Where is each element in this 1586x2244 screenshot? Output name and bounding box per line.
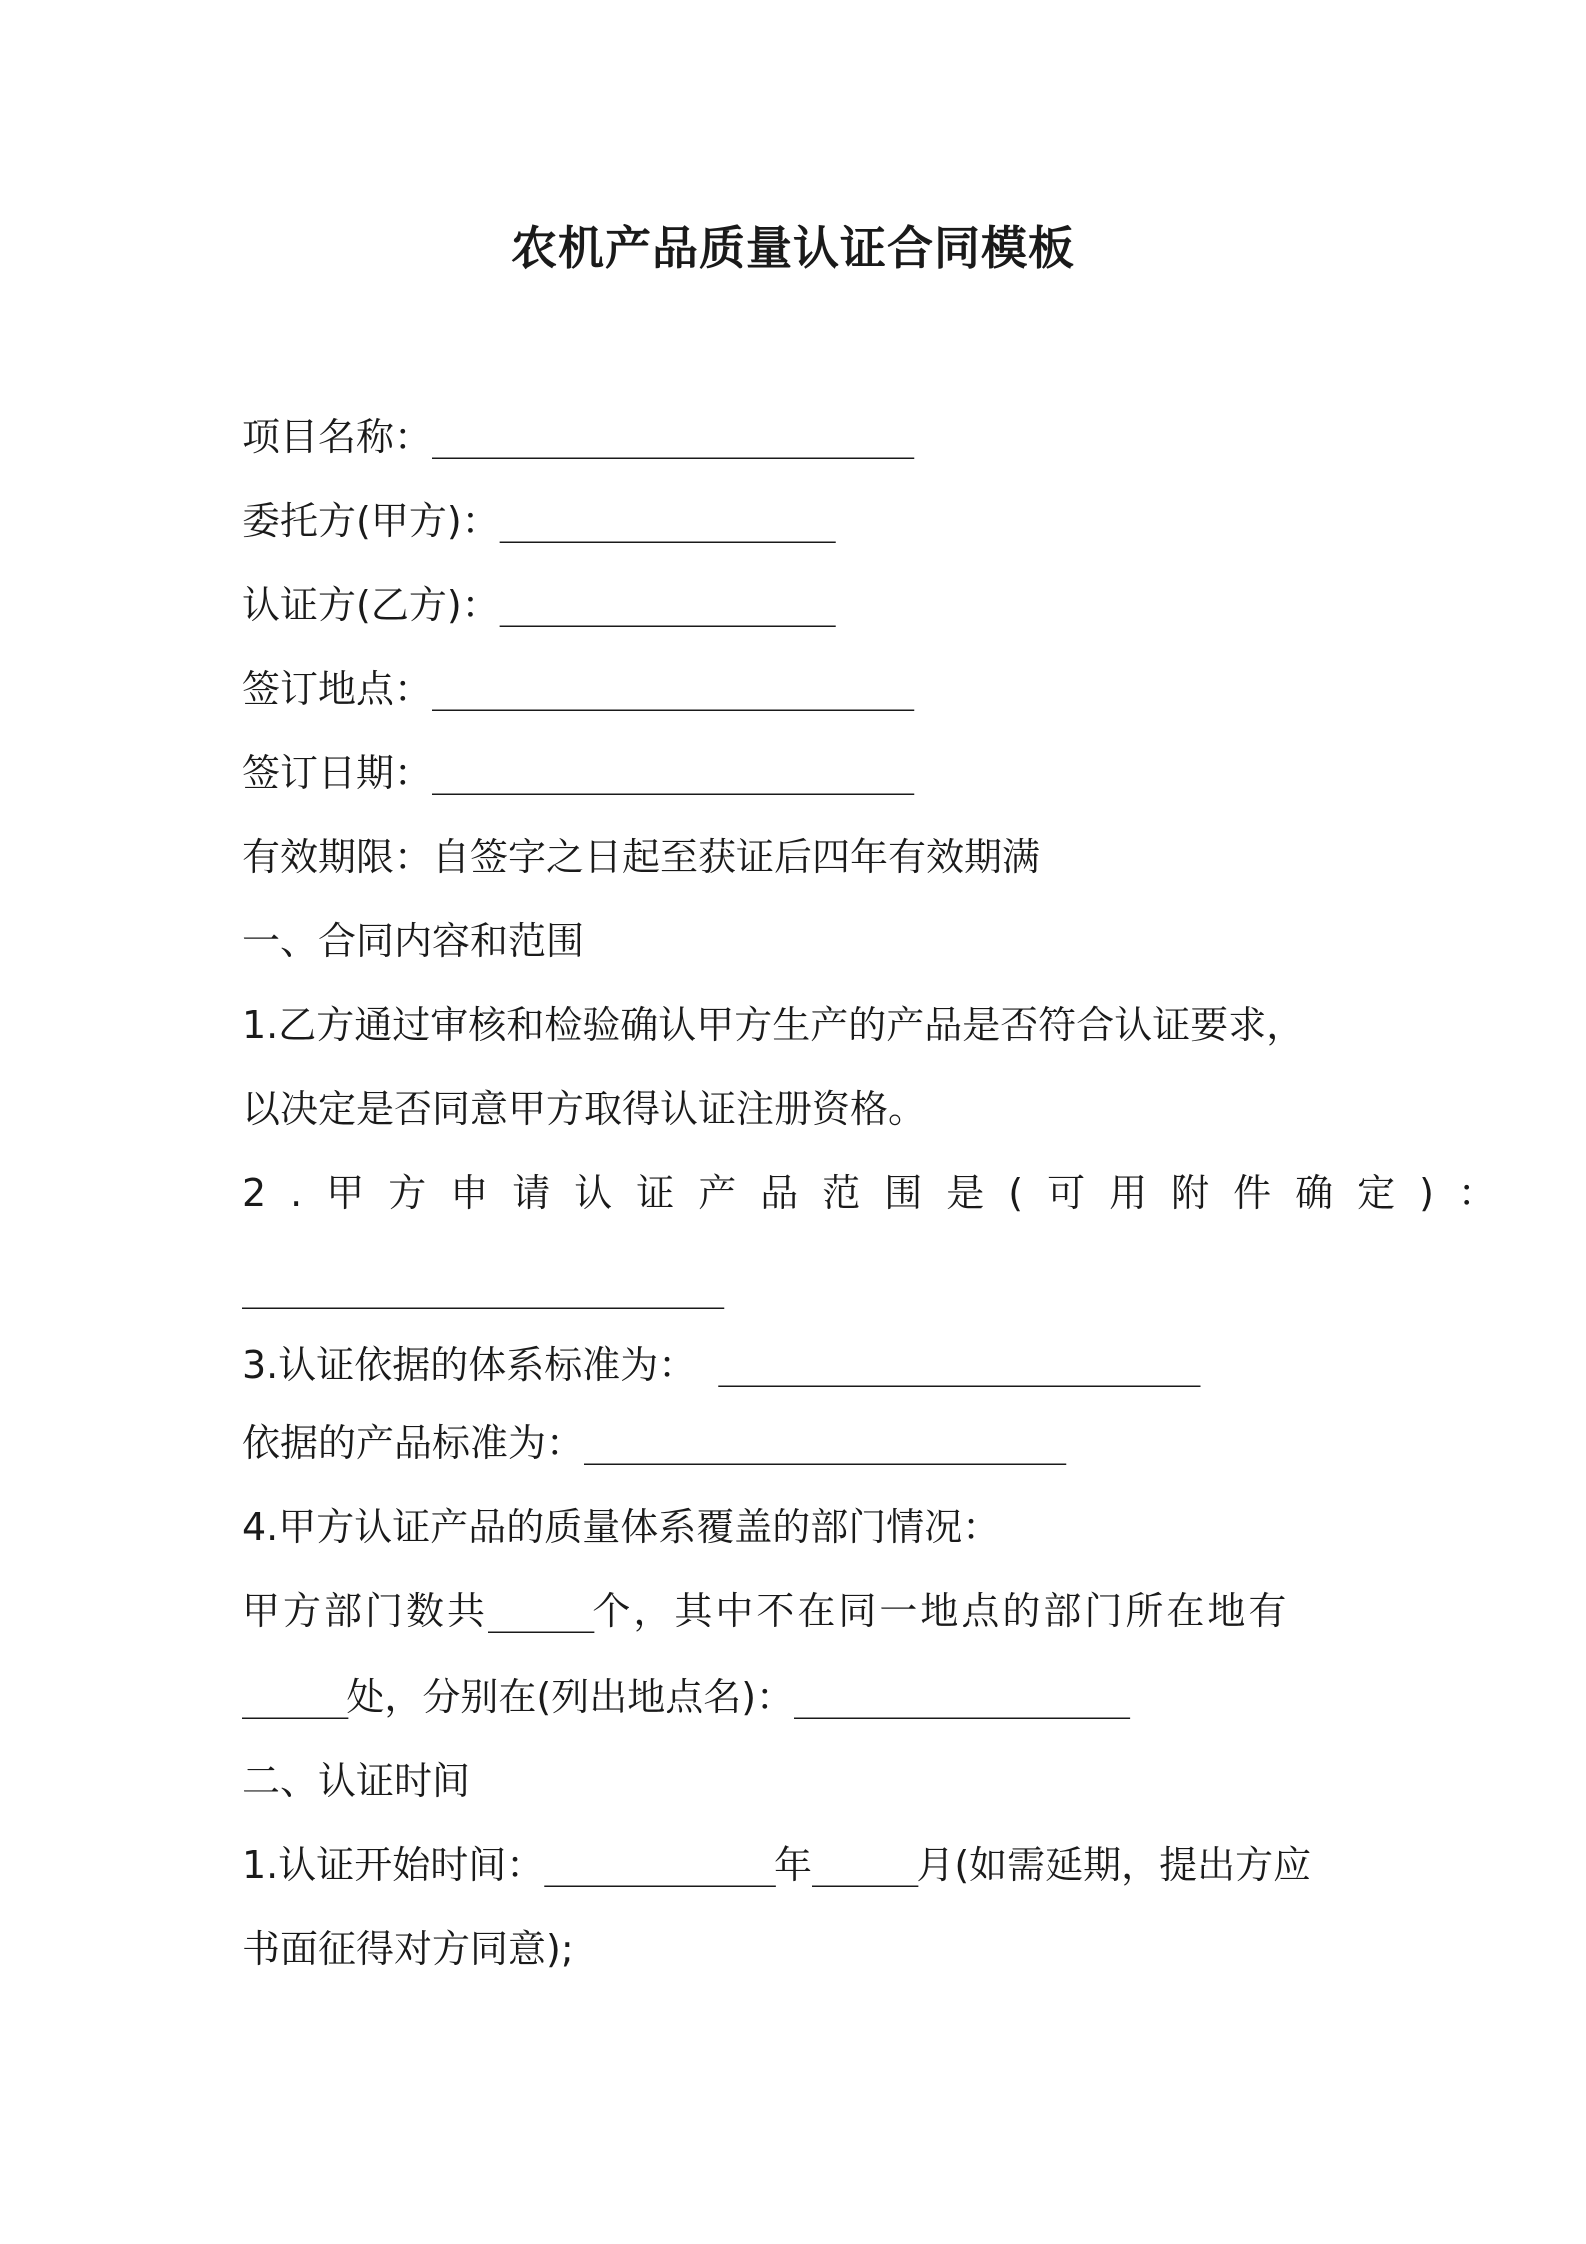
s2-item1-month-text: 月(如需延期，提出方应 [916, 1843, 1312, 1887]
section1-heading: 一、合同内容和范围 [242, 919, 585, 963]
section1-item1-line2: 以决定是否同意甲方取得认证注册资格。 [242, 1087, 927, 1131]
s2-item1-blank-month: _____ [811, 1843, 917, 1887]
s2-item1-label: 1.认证开始时间： [242, 1843, 545, 1887]
section1-item4-line1: 4.甲方认证产品的质量体系覆盖的部门情况： [242, 1505, 1001, 1549]
document-title: 农机产品质量认证合同模板 [511, 221, 1075, 275]
validity-value: 自签字之日起至获证后四年有效期满 [432, 835, 1041, 879]
section1-item3 [242, 1340, 1198, 1390]
section1-item2-line1: 2.甲方申请认证产品范围是(可用附件确定)： [242, 1171, 1520, 1215]
item4-line3-blank2: ________________ [794, 1675, 1129, 1719]
section1-item4-line2 [242, 1586, 1289, 1636]
section1-item1-line1: 1.乙方通过审核和检验确认甲方生产的产品是否符合认证要求， [242, 1003, 1305, 1047]
field-certifier [242, 580, 834, 630]
item4-line3-a: 处，分别在(列出地点名)： [346, 1675, 795, 1719]
item4-line3-blank: _____ [242, 1675, 347, 1719]
item4-line2-blank: _____ [488, 1589, 593, 1633]
field-sign-date [242, 748, 912, 798]
item3-blank: _______________________ [718, 1343, 1199, 1387]
section2-item1-line1 [242, 1840, 1311, 1890]
validity-label: 有效期限： [242, 835, 433, 879]
project-name-blank: _______________________ [432, 415, 913, 459]
s2-item1-year: 年 [773, 1843, 812, 1887]
item3b-label: 依据的产品标准为： [242, 1421, 585, 1465]
sign-place-blank: _______________________ [432, 667, 913, 711]
sign-date-blank: _______________________ [432, 751, 913, 795]
section1-item3b [242, 1418, 1064, 1468]
item4-line2-b: 个，其中不在同一地点的部门所在地有 [592, 1589, 1290, 1633]
section1-item2-blank [242, 1262, 722, 1312]
certifier-blank: ________________ [499, 583, 834, 627]
s2-item1-blank-year: ___________ [544, 1843, 774, 1887]
item2-blank: _______________________ [242, 1265, 723, 1309]
field-validity [242, 832, 1040, 882]
section2-item1-line2: 书面征得对方同意); [242, 1927, 574, 1971]
item3b-blank: _______________________ [584, 1421, 1065, 1465]
sign-date-label: 签订日期： [242, 751, 433, 795]
sign-place-label: 签订地点： [242, 667, 433, 711]
field-client [242, 496, 834, 546]
client-label: 委托方(甲方)： [242, 499, 500, 543]
section2-heading: 二、认证时间 [242, 1759, 471, 1803]
item4-line2-a: 甲方部门数共 [242, 1589, 489, 1633]
field-project-name [242, 412, 912, 462]
project-name-label: 项目名称： [242, 415, 433, 459]
client-blank: ________________ [499, 499, 834, 543]
section1-item4-line3 [242, 1672, 1128, 1722]
field-sign-place [242, 664, 912, 714]
item3-label: 3.认证依据的体系标准为： [242, 1343, 697, 1387]
certifier-label: 认证方(乙方)： [242, 583, 500, 627]
